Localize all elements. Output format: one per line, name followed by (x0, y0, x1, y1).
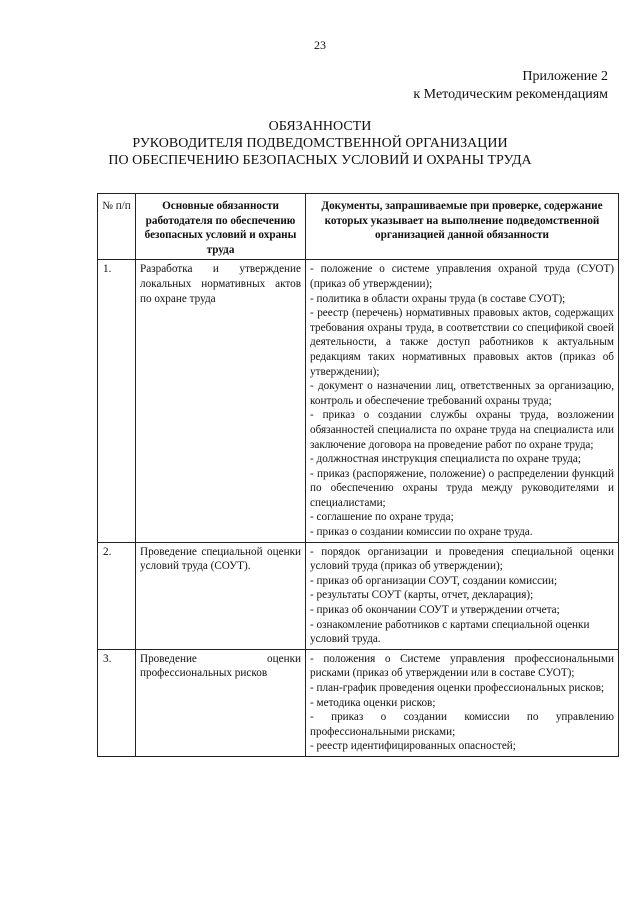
document-item: - приказ о создании комиссии по охране труда. (310, 526, 533, 539)
document-item: - приказ о создании службы охраны труда, возложении обязанностей специалиста по охране труда на специалиста или заключение договора на проведение работ по охране труда; (310, 409, 614, 451)
appendix-header (413, 68, 608, 104)
row-documents (306, 542, 619, 649)
document-item: - план-график проведения оценки профессиональных рисков; (310, 682, 605, 694)
row-number: 3. (98, 649, 136, 756)
header-docs: Документы, запрашиваемые при проверке, содержание которых указывает на выполнение подведомственной организацией данной обязанности (306, 194, 619, 260)
document-item: - документ о назначении лиц, ответственных за организацию, контроль и обеспечение требований охраны труда; (310, 380, 614, 407)
document-item: - реестр идентифицированных опасностей; (310, 740, 516, 753)
title-line-3: ПО ОБЕСПЕЧЕНИЮ БЕЗОПАСНЫХ УСЛОВИЙ И ОХРАНЫ ТРУДА (108, 153, 532, 168)
table-row (98, 260, 619, 542)
document-item: - соглашение по охране труда; (310, 511, 454, 524)
document-item: - положение о системе управления охраной труда (СУОТ) (приказ об утверждении); (310, 263, 614, 290)
row-duty: Разработка и утверждение локальных нормативных актов по охране труда (136, 260, 306, 542)
document-item: - приказ (распоряжение, положение) о распределении функций по обеспечению охраны труда между руководителями и специалистами; (310, 467, 614, 509)
document-item: - положения о Системе управления профессиональными рисками (приказ об утверждении или в составе СУОТ); (310, 652, 614, 680)
row-documents (306, 649, 619, 756)
title-line-1: ОБЯЗАННОСТИ (268, 119, 372, 134)
row-documents (306, 260, 619, 542)
document-item: - порядок организации и проведения специальной оценки условий труда (приказ об утверждении); (310, 545, 614, 573)
row-duty: Проведение специальной оценки условий труда (СОУТ). (136, 542, 306, 649)
document-item: - политика в области охраны труда (в составе СУОТ); (310, 292, 566, 305)
table-header-row (98, 194, 619, 260)
document-item: - приказ об организации СОУТ, создании комиссии; (310, 574, 558, 587)
title-line-2: РУКОВОДИТЕЛЯ ПОДВЕДОМСТВЕННОЙ ОРГАНИЗАЦИИ (132, 136, 508, 151)
header-duty: Основные обязанности работодателя по обеспечению безопасных условий и охраны труда (136, 194, 306, 260)
document-item: - ознакомление работников с картами специальной оценки условий труда. (310, 618, 590, 646)
duties-table (97, 193, 619, 757)
document-item: - приказ об окончании СОУТ и утверждении отчета; (310, 604, 560, 617)
header-num: № п/п (98, 194, 136, 260)
table-body (98, 260, 619, 757)
document-title (0, 118, 640, 169)
table-row (98, 649, 619, 756)
document-item: - реестр (перечень) нормативных правовых актов, содержащих требования охраны труда, в соответствии со спецификой своей деятельности, а также доступ работников к актуальным редакциям таких нормативных правовых актов (приказ об утверждении); (310, 307, 614, 378)
appendix-line-1: Приложение 2 (522, 69, 608, 84)
row-number: 2. (98, 542, 136, 649)
table-row (98, 542, 619, 649)
row-duty: Проведение оценки профессиональных рисков (136, 649, 306, 756)
row-number: 1. (98, 260, 136, 542)
document-item: - приказ о создании комиссии по управлению профессиональными рисками; (310, 711, 614, 738)
page-number: 23 (314, 38, 326, 52)
document-item: - должностная инструкция специалиста по охране труда; (310, 453, 581, 466)
document-item: - методика оценки рисков; (310, 696, 436, 709)
appendix-line-2: к Методическим рекомендациям (413, 87, 608, 102)
document-item: - результаты СОУТ (карты, отчет, декларация); (310, 589, 534, 602)
